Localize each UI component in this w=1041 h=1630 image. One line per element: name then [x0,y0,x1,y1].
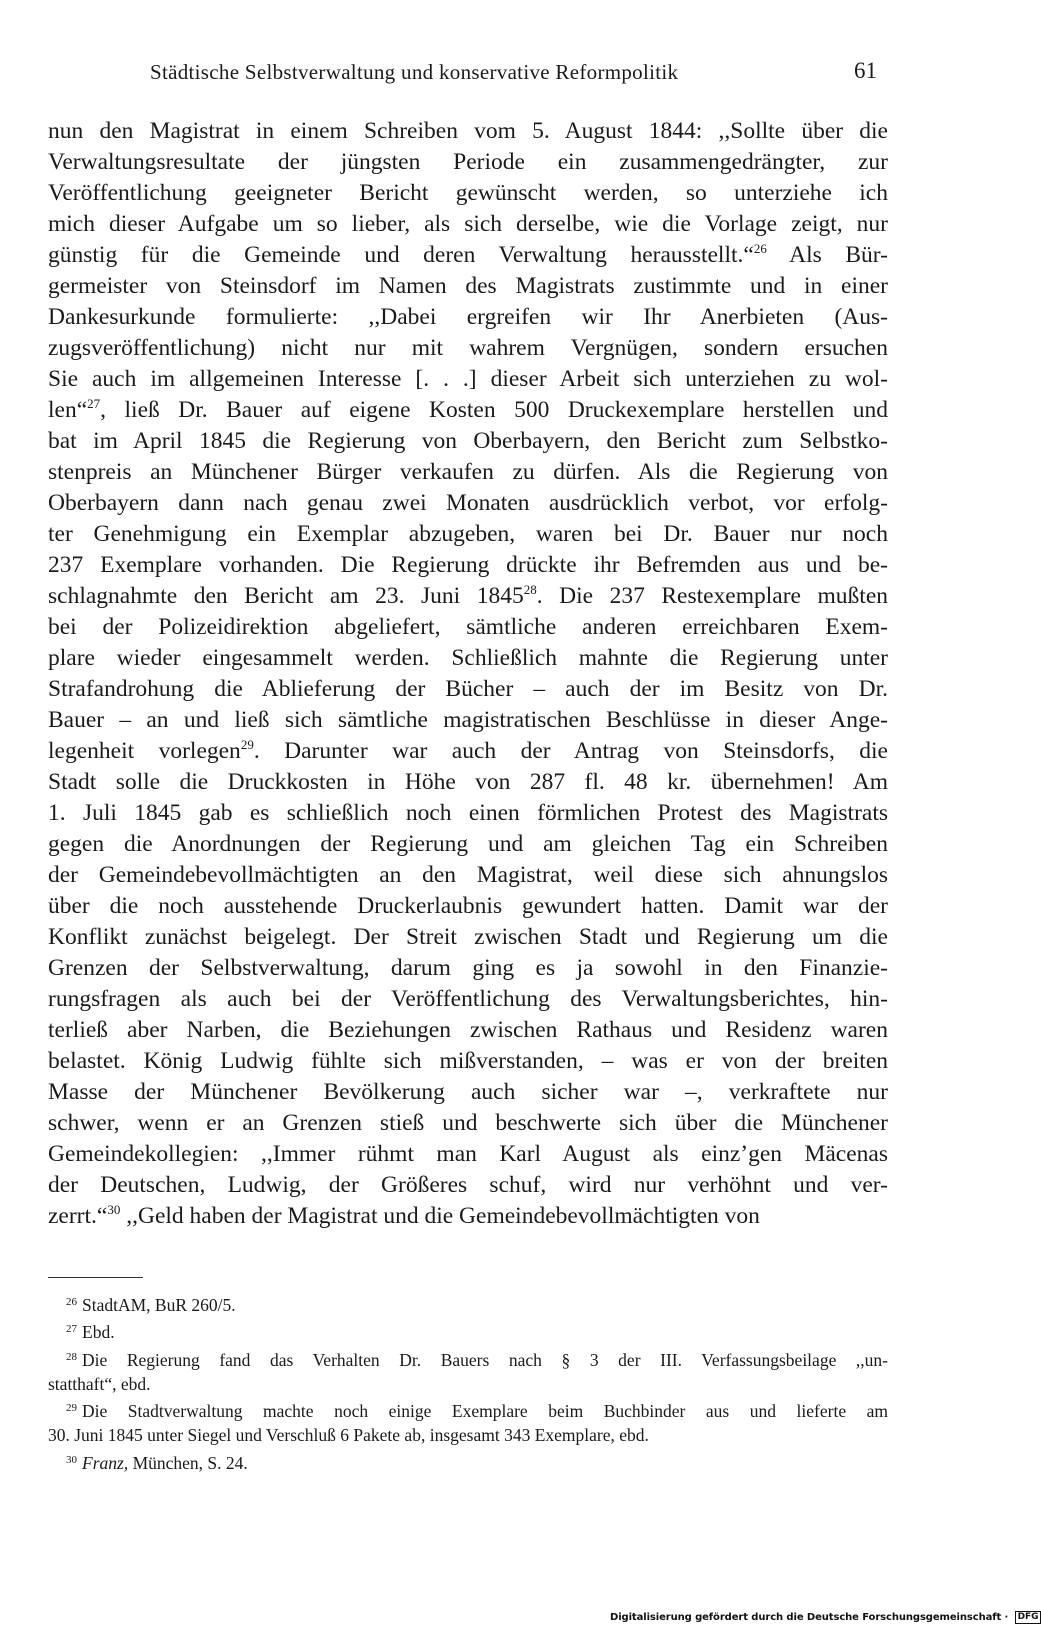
footnote-mark: 29 [66,1402,77,1415]
footnotes [48,1290,888,1475]
body-line: bei der Polizeidirektion abgeliefert, sämtliche anderen erreichbaren Exem- [48,614,888,640]
body-line: gegen die Anordnungen der Regierung und am gleichen Tag ein Schreiben [48,831,888,857]
footnote-author: Franz, [82,1452,129,1473]
footnote-ref-28[interactable]: 28 [523,582,537,597]
body-line: 1. Juli 1845 gab es schließlich noch einen förmlichen Protest des Magistrats [48,800,888,826]
footnote-ref-30[interactable]: 30 [107,1202,121,1217]
body-line: belastet. König Ludwig fühlte sich mißverstanden, – was er von der breiten [48,1048,888,1074]
body-line: nun den Magistrat in einem Schreiben vom 5. August 1844: ,,Sollte über die [48,118,888,144]
footnote-mark: 26 [66,1296,77,1308]
footnote-mark: 30 [66,1453,77,1466]
funding-banner [610,1611,1041,1627]
body-line: zugsveröffentlichung) nicht nur mit wahrem Vergnügen, sondern ersuchen [48,335,888,361]
body-line: 237 Exemplare vorhanden. Die Regierung drückte ihr Befremden aus und be- [48,552,888,578]
body-line: plare wieder eingesammelt werden. Schließlich mahnte die Regierung unter [48,645,888,671]
body-line: Strafandrohung die Ablieferung der Bücher – auch der im Besitz von Dr. [48,676,888,702]
body-line: Bauer – an und ließ sich sämtliche magistratischen Beschlüsse in dieser Ange- [48,707,888,733]
body-line: der Gemeindebevollmächtigten an den Magistrat, weil diese sich ahnungslos [48,862,888,888]
footnote-26: $^{26}$ StadtAM, BuR 260/5. [66,1295,236,1315]
body-line: Sie auch im allgemeinen Interesse [. . .] dieser Arbeit sich unterziehen zu wol- [48,366,888,392]
footnote-29-continued: 30. Juni 1845 unter Siegel und Verschluß 6 Pakete ab, insgesamt 343 Exemplare, ebd. [48,1425,649,1446]
body-line: germeister von Steinsdorf im Namen des Magistrats zustimmte und in einer [48,273,888,299]
dfg-logo: DFG [1015,1611,1041,1624]
running-title: Städtische Selbstverwaltung und konservative Reformpolitik [150,60,679,84]
footnote-ref-26[interactable]: 26 [753,241,767,256]
running-head [0,56,1000,96]
body-line: schwer, wenn er an Grenzen stieß und beschwerte sich über die Münchener [48,1110,888,1136]
body-line: Oberbayern dann nach genau zwei Monaten ausdrücklich verbot, vor erfolg- [48,490,888,516]
body-line: rungsfragen als auch bei der Veröffentlichung des Verwaltungsberichtes, hin- [48,986,888,1012]
footnote-divider [48,1277,143,1278]
body-line: Grenzen der Selbstverwaltung, darum ging es ja sowohl in den Finanzie- [48,955,888,981]
body-line: über die noch ausstehende Druckerlaubnis gewundert hatten. Damit war der [48,893,888,919]
body-line: günstig für die Gemeinde und deren Verwaltung herausstellt.“$^{26}$ Als Bür- [48,241,888,268]
body-line: Veröffentlichung geeigneter Bericht gewünscht werden, so unterziehe ich [48,180,888,206]
footnote-mark: 27 [66,1323,77,1336]
footnote-ref-27[interactable]: 27 [87,396,101,411]
body-line: mich dieser Aufgabe um so lieber, als sich derselbe, wie die Vorlage zeigt, nur [48,211,888,237]
footnote-30: $^{30}$ Franz, München, S. 24. [66,1452,248,1473]
body-line: bat im April 1845 die Regierung von Oberbayern, den Bericht zum Selbstko- [48,428,888,454]
body-text [48,116,888,1232]
body-line: Konflikt zunächst beigelegt. Der Streit zwischen Stadt und Regierung um die [48,924,888,950]
body-line: len“$^{27}$, ließ Dr. Bauer auf eigene Kosten 500 Druckexemplare herstellen und [48,396,888,423]
body-line: terließ aber Narben, die Beziehungen zwischen Rathaus und Residenz waren [48,1017,888,1043]
body-line: zerrt.“$^{30}$ ,,Geld haben der Magistrat und die Gemeindebevollmächtigten von [48,1202,760,1229]
body-line: ter Genehmigung ein Exemplar abzugeben, waren bei Dr. Bauer nur noch [48,521,888,547]
page-number: 61 [854,58,877,83]
body-line: Masse der Münchener Bevölkerung auch sicher war –, verkraftete nur [48,1079,888,1105]
body-line: legenheit vorlegen$^{29}$. Darunter war auch der Antrag von Steinsdorfs, die [48,737,888,764]
footnote-27: $^{27}$ Ebd. [66,1322,115,1343]
footnote-29: $^{29}$ Die Stadtverwaltung machte noch einige Exemplare beim Buchbinder aus und lieferte am [66,1401,888,1422]
footnote-28: $^{28}$ Die Regierung fand das Verhalten Dr. Bauers nach § 3 der III. Verfassungsbeilage ,,un- [66,1349,888,1370]
footnote-mark: 28 [66,1350,77,1363]
body-line: Gemeindekollegien: ,,Immer rühmt man Karl August als einz’gen Mäcenas [48,1141,888,1167]
body-line: stenpreis an Münchener Bürger verkaufen zu dürfen. Als die Regierung von [48,459,888,485]
body-line: schlagnahmte den Bericht am 23. Juni 1845$^{28}$. Die 237 Restexemplare mußten [48,582,888,609]
footnote-ref-29[interactable]: 29 [240,737,254,752]
footnote-28-continued: statthaft“, ebd. [48,1373,151,1394]
body-line: Dankesurkunde formulierte: ,,Dabei ergreifen wir Ihr Anerbieten (Aus- [48,304,888,330]
body-line: der Deutschen, Ludwig, der Größeres schuf, wird nur verhöhnt und ver- [48,1172,888,1198]
funding-text: Digitalisierung gefördert durch die Deutsche Forschungsgemeinschaft · [610,1612,1009,1623]
body-line: Verwaltungsresultate der jüngsten Periode ein zusammengedrängter, zur [48,149,888,175]
body-line: Stadt solle die Druckkosten in Höhe von 287 fl. 48 kr. übernehmen! Am [48,769,888,795]
